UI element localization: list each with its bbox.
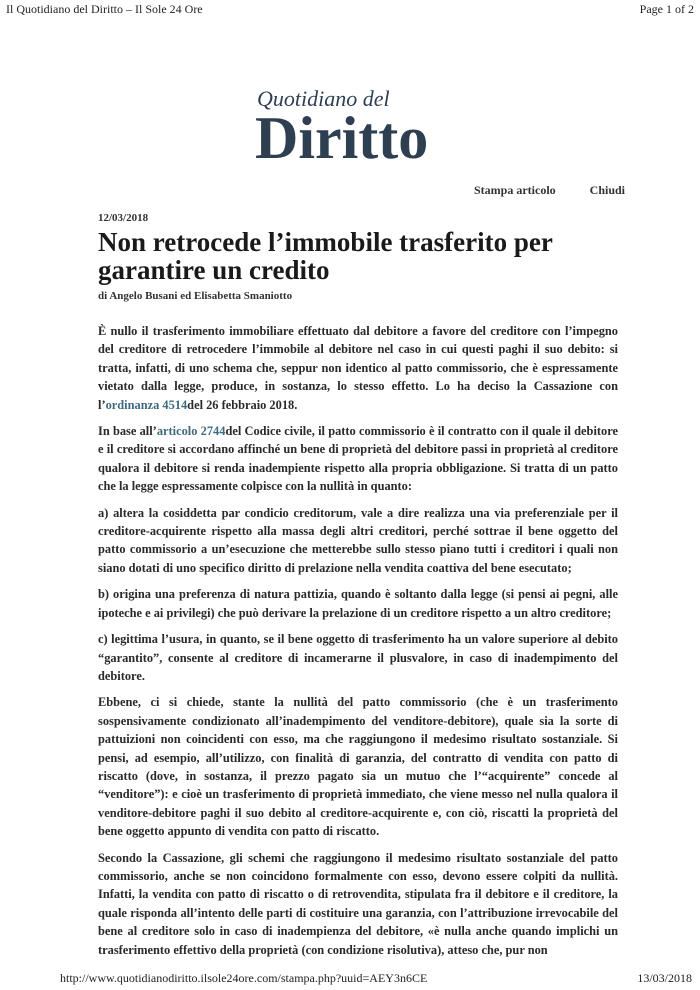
article-title: Non retrocede l’immobile trasferito per garantire un credito bbox=[98, 227, 553, 285]
logo bbox=[255, 86, 429, 171]
close-link[interactable]: Chiudi bbox=[589, 183, 626, 197]
paragraph-7: Secondo la Cassazione, gli schemi che raggiungono il medesimo risultato sostanziale del patto commissorio, anche se non coincidono formalmente con esso, devono essere colpiti da nullità. Infatti, la vendita con patto di riscatto o di retrovendita, stipulata fra il debitore e il creditore, la quale risponda all’intento delle parti di costituire una garanzia, con l’attribuzione irrevocabile del bene al creditore solo in caso di inadempienza del debitore, «è nulla anche quando implichi un trasferimento effettivo della proprietà (con condizione risolutiva), atteso che, pur non bbox=[98, 850, 618, 957]
print-date: 13/03/2018 bbox=[637, 971, 692, 985]
article-actions bbox=[474, 183, 625, 198]
print-article-link[interactable]: Stampa articolo bbox=[474, 183, 556, 197]
paragraph-4: b) origina una preferenza di natura pattizia, quando è soltanto dalla legge (si pensi ai pegni, alle ipoteche e ai privilegi) che può derivare la prelazione di un creditore rispetto a un altro creditore; bbox=[98, 587, 618, 620]
article-date: 12/03/2018 bbox=[98, 212, 149, 224]
browser-title: Il Quotidiano del Diritto – Il Sole 24 Ore bbox=[6, 2, 203, 16]
paragraph-5: c) legittima l’usura, in quanto, se il bene oggetto di trasferimento ha un valore superiore al debito “garantito”, consente al creditore di incamerarne il plusvalore, in caso di inadempimento del debitore. bbox=[98, 632, 618, 683]
logo-subtitle: Quotidiano del bbox=[257, 86, 390, 111]
page-url: http://www.quotidianodiritto.ilsole24ore.com/stampa.php?uuid=AEY3n6CE bbox=[60, 971, 428, 985]
logo-title: Diritto bbox=[255, 105, 429, 171]
paragraph-2: In base all’articolo 2744del Codice civile, il patto commissorio è il contratto con il quale il debitore e il creditore si accordano affinché un bene di proprietà del debitore passi in proprietà al creditore qualora il debitore si renda inadempiente rispetto alla propria obbligazione. Si tratta di un patto che la legge espressamente colpisce con la nullità in quanto: bbox=[98, 424, 618, 494]
article-byline: di Angelo Busani ed Elisabetta Smaniotto bbox=[98, 290, 293, 302]
article-body bbox=[98, 322, 618, 967]
browser-header bbox=[6, 2, 694, 17]
paragraph-3: a) altera la cosiddetta par condicio creditorum, vale a dire realizza una via preferenziale per il creditore-acquirente rispetto alla massa degli altri creditori, perché sottrae il bene oggetto del patto commissorio a un’esecuzione che metterebbe sullo stesso piano tutti i creditori i quali non siano dotati di uno specifico diritto di prelazione nella vendita coattiva del bene esecutato; bbox=[98, 505, 618, 575]
paragraph-6: Ebbene, ci si chiede, stante la nullità del patto commissorio (che è un trasferimento sospensivamente condizionato all’inadempimento del venditore-debitore), quale sia la sorte di pattuizioni non coincidenti con esso, ma che raggiungono il medesimo risultato sostanziale. Si pensi, ad esempio, all’utilizzo, con finalità di garanzia, del contratto di vendita con patto di riscatto (dove, in sostanza, il prezzo pagato sia un mutuo che l’“acquirente” concede al “venditore”): e cioè un trasferimento di proprietà immediato, che viene messo nel nulla qualora il venditore-debitore paghi il suo debito al creditore-acquirente e, con ciò, riscatti la proprietà del bene oggetto appunto di vendita con patto di riscatto. bbox=[98, 695, 618, 839]
page-number: Page 1 of 2 bbox=[639, 2, 694, 16]
ordinanza-link[interactable]: ordinanza 4514 bbox=[105, 397, 188, 412]
articolo-link[interactable]: articolo 2744 bbox=[156, 424, 226, 439]
browser-footer bbox=[60, 971, 692, 986]
paragraph-1: È nullo il trasferimento immobiliare effettuato dal debitore a favore del creditore con l’impegno del creditore di retrocedere l’immobile al debitore nel caso in cui questi paghi il suo debito: si tratta, infatti, di uno schema che, seppur non identico al patto commissorio, che è espressamente vietato dalla legge, produce, in sostanza, lo stesso effetto. Lo ha deciso la Cassazione con l’ordinanza 4514del 26 febbraio 2018. bbox=[98, 324, 618, 412]
